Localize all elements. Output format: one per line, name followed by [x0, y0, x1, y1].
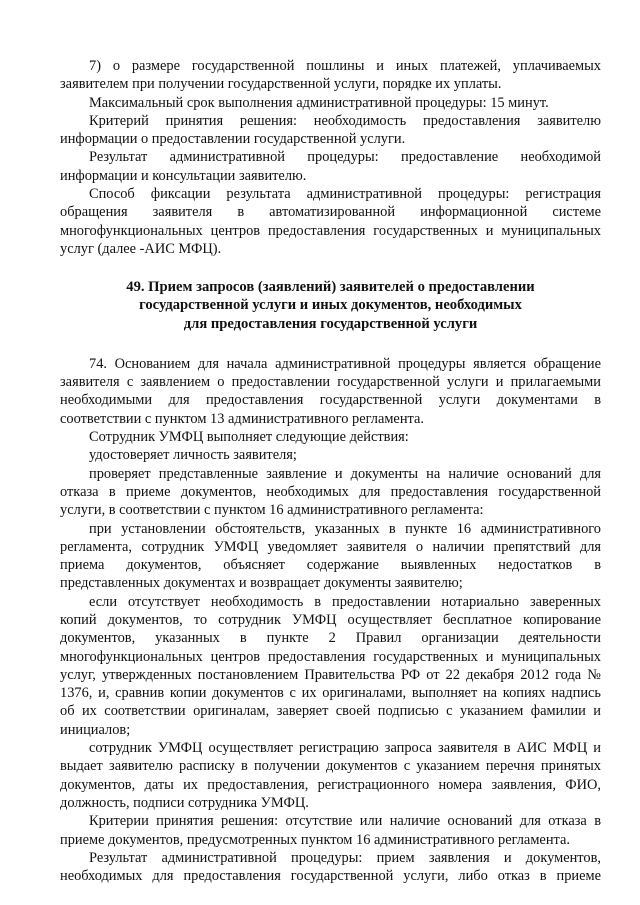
- text-line: 1376, и, сравнив копии документов с их оригиналами, выполняет на копиях надпись: [60, 685, 601, 702]
- section-heading: [60, 278, 601, 333]
- text-line: необходимых для предоставления государственной услуги, либо отказ в приеме: [60, 868, 601, 885]
- text-line: 7) о размере государственной пошлины и иных платежей, уплачиваемых: [89, 58, 601, 74]
- text-line: Максимальный срок выполнения административной процедуры: 15 минут.: [89, 94, 549, 111]
- text-line: должность, подписи сотрудника УМФЦ.: [60, 794, 309, 811]
- text-line: заявителем при получении государственной услуги, порядке их уплаты.: [60, 76, 502, 93]
- text-line: Критерий принятия решения: необходимость предоставления заявителю: [89, 112, 601, 129]
- text-line: приема документов, объясняет содержание выявленных недостатков в: [60, 557, 601, 574]
- main-paragraphs: [60, 355, 601, 886]
- text-line: 74. Основанием для начала административной процедуры является обращение: [89, 355, 601, 372]
- text-line: выдает заявителю расписку в получении документов с указанием перечня принятых: [60, 758, 601, 775]
- text-line: об их соответствии оригиналам, заверяет своей подписью с указанием фамилии и: [60, 703, 601, 720]
- text-line: Результат административной процедуры: прием заявления и документов,: [89, 849, 601, 866]
- text-line: соответствии с пунктом 13 административного регламента.: [60, 410, 424, 427]
- text-line: сотрудник УМФЦ осуществляет регистрацию запроса заявителя в АИС МФЦ и: [89, 740, 601, 757]
- text-line: приеме документов, предусмотренных пунктом 16 административного регламента.: [60, 831, 570, 848]
- text-line: Результат административной процедуры: предоставление необходимой: [89, 149, 601, 166]
- text-line: копий документов, то сотрудник УМФЦ осуществляет бесплатное копирование: [60, 611, 601, 628]
- text-line: необходимыми для предоставления государственной услуги документами в: [60, 392, 601, 409]
- heading-line: для предоставления государственной услуги: [183, 315, 478, 332]
- text-line: при установлении обстоятельств, указанных в пункте 16 административного: [89, 520, 601, 537]
- text-line: Критерии принятия решения: отсутствие или наличие оснований для отказа в: [89, 813, 601, 830]
- text-line: услуг, утвержденных постановлением Правительства РФ от 22 декабря 2012 года №: [60, 666, 601, 683]
- text-line: документов, указанных в пункте 2 Правил организации деятельности: [60, 630, 601, 647]
- text-line: удостоверяет личность заявителя;: [89, 447, 297, 464]
- text-line: представленных документах и возвращает документы заявителю;: [60, 575, 463, 592]
- text-line: если отсутствует необходимость в предоставлении нотариально заверенных: [89, 593, 601, 610]
- text-line: обращения заявителя в автоматизированной информационной системе: [60, 204, 601, 221]
- text-line: заявителя с заявлением о предоставлении государственной услуги и прилагаемыми: [60, 374, 601, 391]
- text-line: инициалов;: [60, 721, 131, 738]
- text-line: многофункциональных центров предоставления государственных и муниципальных: [60, 648, 601, 665]
- text-line: документов, даты их предоставления, регистрационного номера заявления, ФИО,: [60, 776, 601, 793]
- text-line: многофункциональных центров предоставления государственных и муниципальных: [60, 222, 601, 239]
- text-line: услуг (далее -АИС МФЦ).: [60, 240, 222, 257]
- text-line: Сотрудник УМФЦ выполняет следующие действия:: [89, 429, 409, 446]
- intro-paragraphs: [60, 57, 601, 258]
- text-line: Способ фиксации результата административной процедуры: регистрация: [89, 186, 601, 203]
- text-line: информации и консультации заявителю.: [60, 167, 307, 184]
- document-page: [60, 57, 601, 885]
- text-line: проверяет представленные заявление и документы на наличие оснований для: [89, 465, 601, 482]
- text-line: регламента, сотрудник УМФЦ уведомляет заявителя о наличии препятствий для: [60, 538, 601, 555]
- text-line: отказа в приеме документов, необходимых для предоставления государственной: [60, 483, 601, 500]
- heading-line: государственной услуги и иных документов, необходимых: [139, 297, 522, 314]
- text-line: услуги, в соответствии с пунктом 16 административного регламента:: [60, 502, 484, 519]
- heading-line: 49. Прием запросов (заявлений) заявителей о предоставлении: [126, 279, 535, 296]
- text-line: информации о предоставлении государственной услуги.: [60, 131, 406, 148]
